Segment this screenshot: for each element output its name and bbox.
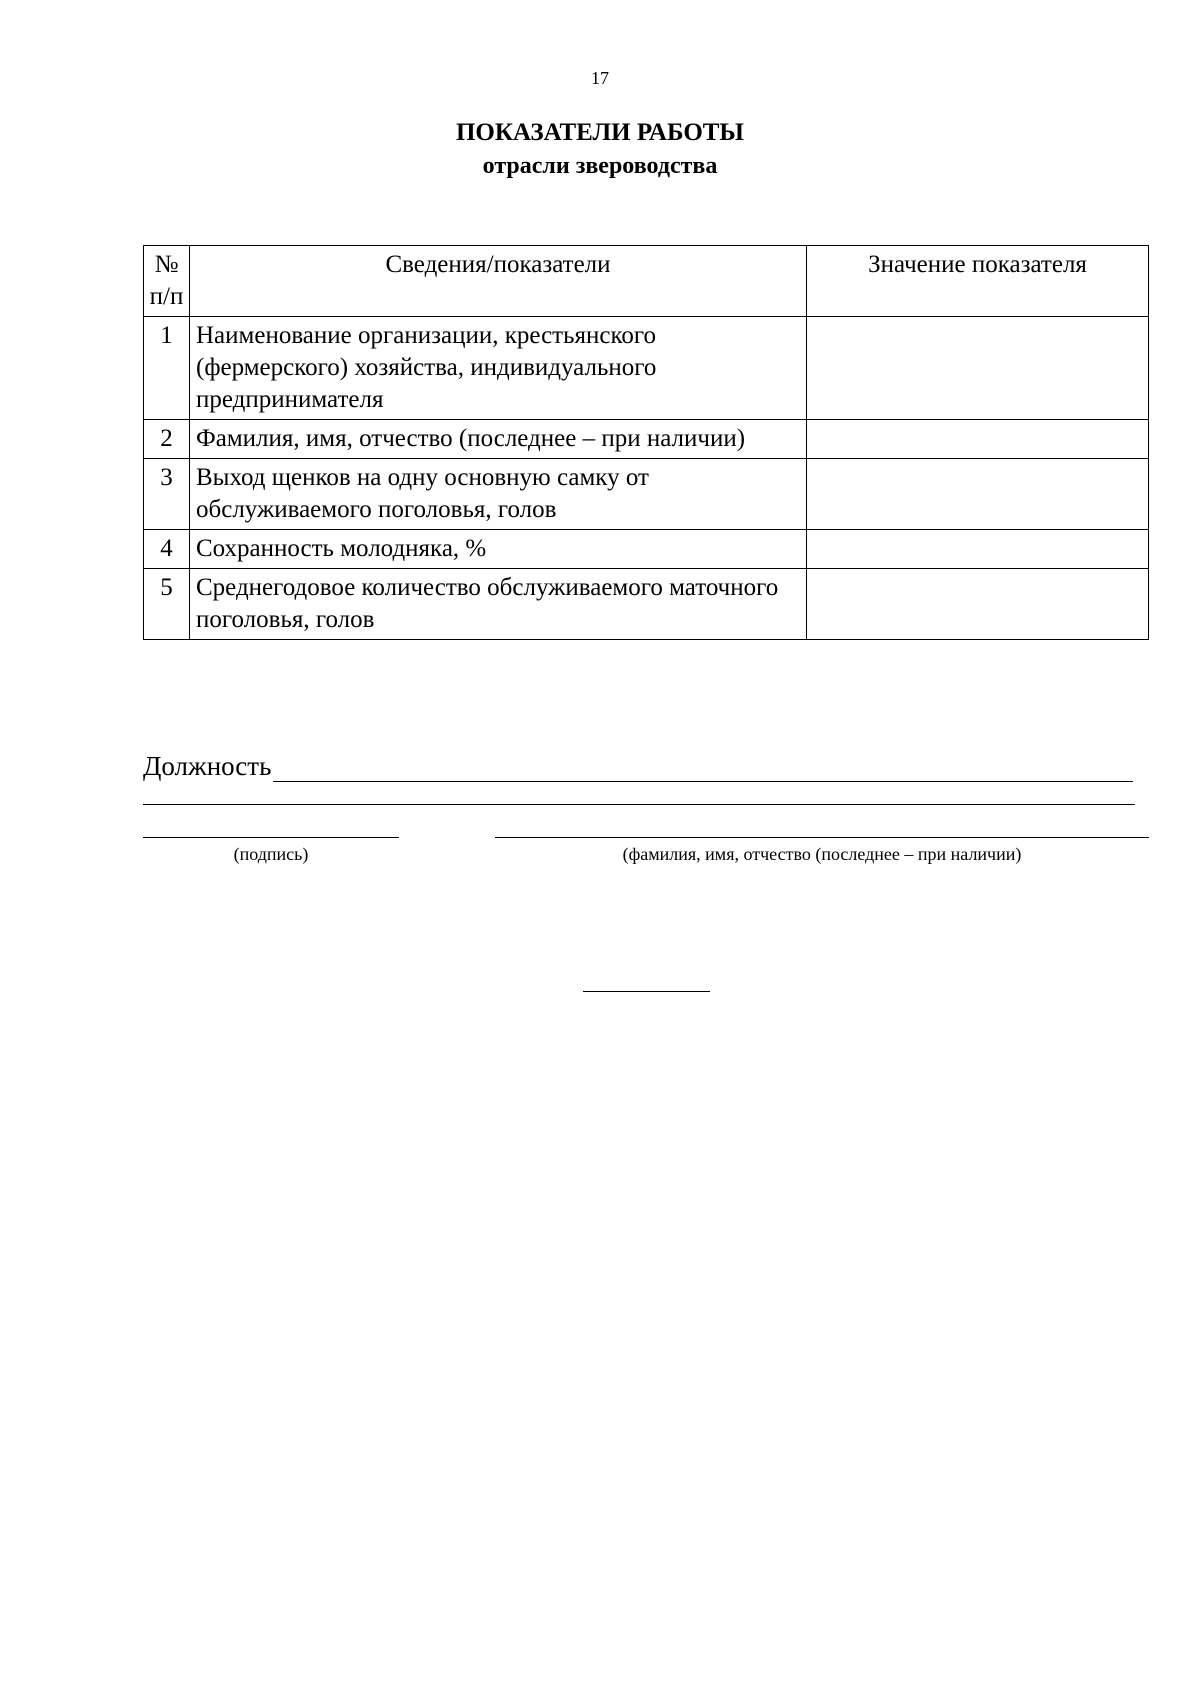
- table-row: [144, 420, 1149, 459]
- row-value-cell[interactable]: [807, 569, 1149, 640]
- page-number: 17: [591, 68, 609, 88]
- full-name-caption: (фамилия, имя, отчество (последнее – при наличии): [622, 844, 1022, 864]
- row-value-cell[interactable]: [807, 530, 1149, 569]
- position-label: Должность: [143, 751, 272, 781]
- position-line-continued[interactable]: [143, 804, 1135, 805]
- document-title: ПОКАЗАТЕЛИ РАБОТЫ: [455, 119, 744, 146]
- row-indicator: Наименование организации, крестьянского (фермерского) хозяйства, индивидуального предпринимателя: [190, 317, 807, 420]
- document-subtitle: отрасли звероводства: [482, 153, 718, 179]
- signature-caption: (подпись): [233, 844, 309, 864]
- table-row: [144, 317, 1149, 420]
- row-num: 1: [144, 317, 190, 420]
- table-row: [144, 459, 1149, 530]
- position-field: [143, 742, 1133, 782]
- header-value: Значение показателя: [807, 246, 1149, 317]
- end-divider: [583, 991, 710, 992]
- header-indicator: Сведения/показатели: [190, 246, 807, 317]
- position-line[interactable]: [273, 751, 1133, 782]
- row-value-cell[interactable]: [807, 317, 1149, 420]
- header-num: № п/п: [144, 246, 190, 317]
- table-row: [144, 530, 1149, 569]
- row-indicator: Фамилия, имя, отчество (последнее – при наличии): [190, 420, 807, 459]
- row-num: 4: [144, 530, 190, 569]
- row-indicator: Выход щенков на одну основную самку от обслуживаемого поголовья, голов: [190, 459, 807, 530]
- row-num: 5: [144, 569, 190, 640]
- table-header-row: [144, 246, 1149, 317]
- row-indicator: Сохранность молодняка, %: [190, 530, 807, 569]
- row-value-cell[interactable]: [807, 459, 1149, 530]
- table-row: [144, 569, 1149, 640]
- row-indicator: Среднегодовое количество обслуживаемого маточного поголовья, голов: [190, 569, 807, 640]
- row-value-cell[interactable]: [807, 420, 1149, 459]
- row-num: 2: [144, 420, 190, 459]
- signature-line[interactable]: [143, 837, 399, 838]
- row-num: 3: [144, 459, 190, 530]
- full-name-line[interactable]: [495, 837, 1149, 838]
- indicators-table: [143, 245, 1149, 640]
